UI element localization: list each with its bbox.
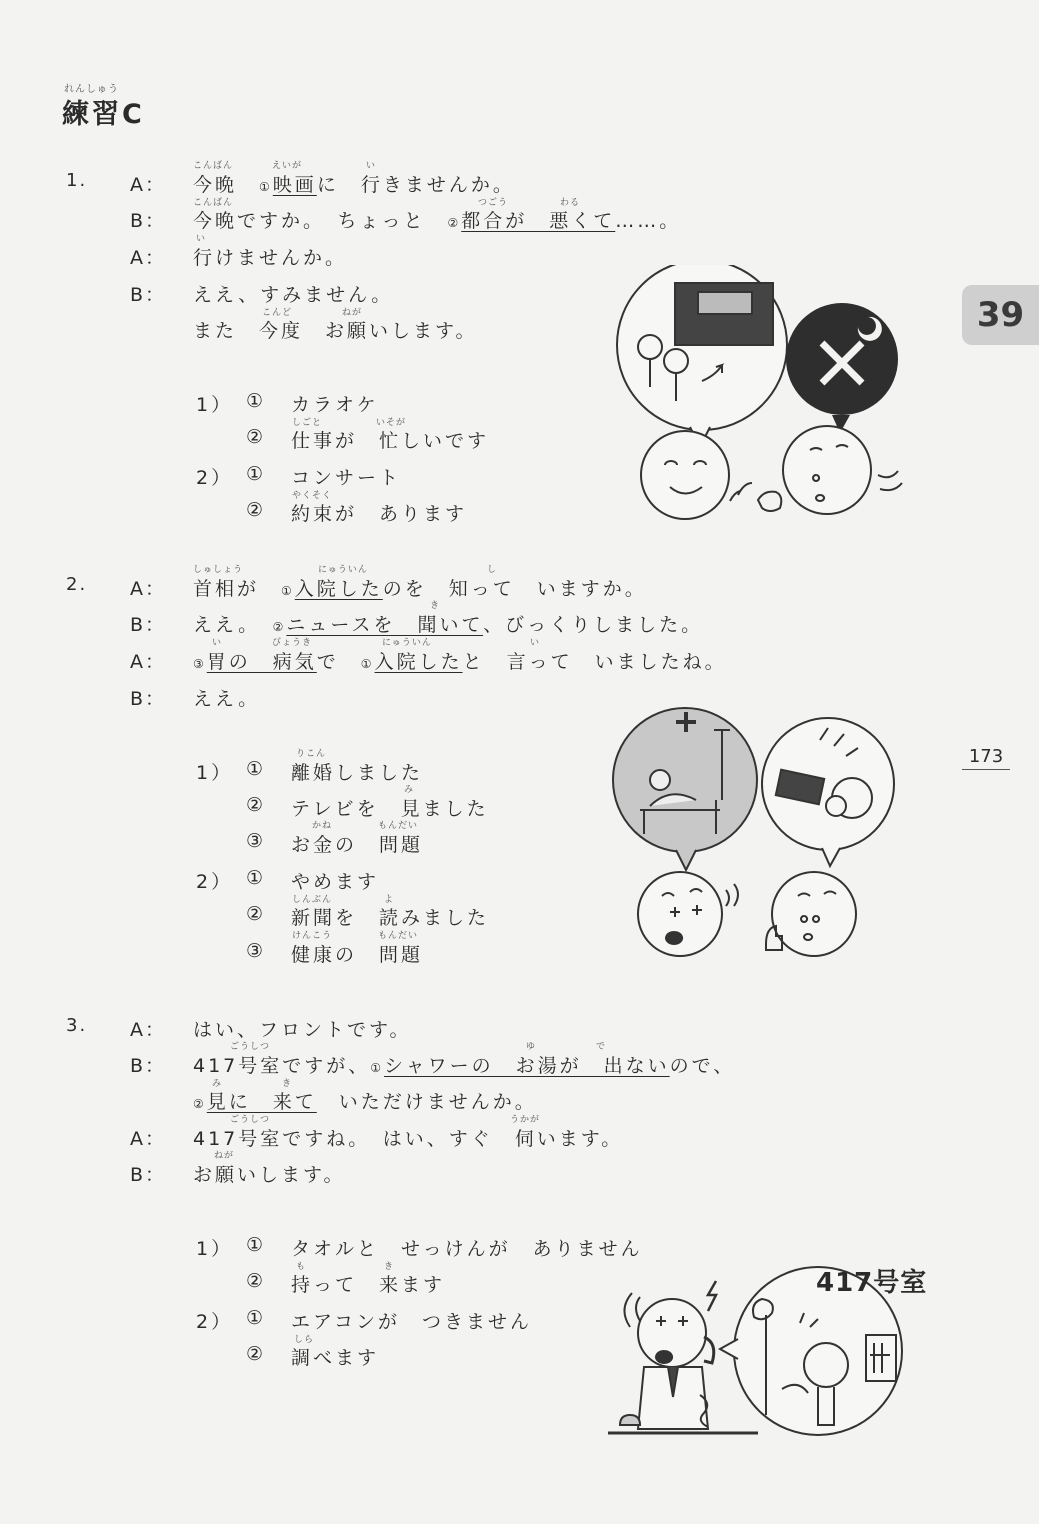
substitution-item: エアコンが つきません: [291, 1311, 533, 1333]
dialogue-line: はい、フロントです。: [193, 1019, 412, 1041]
speaker-label: B：: [130, 284, 167, 306]
speaker-label: A：: [130, 1128, 166, 1150]
substitution-item: 調べます: [291, 1347, 380, 1369]
furigana: ごうしつ: [230, 1042, 271, 1052]
furigana: りこん: [296, 749, 327, 759]
blank-marker: ①: [246, 1307, 267, 1329]
furigana: き: [384, 1262, 395, 1272]
dialogue-line: 今晩ですか。 ちょっと ②都合が 悪くて……。: [193, 210, 682, 232]
blank-marker: ③: [246, 940, 267, 962]
blank-marker: ①: [281, 584, 295, 598]
dialogue-line: また 今度 お願いします。: [193, 320, 478, 342]
blank-marker: ①: [246, 758, 267, 780]
speaker-label: B：: [130, 210, 167, 232]
substitution-blank: 胃の 病気: [206, 651, 317, 673]
furigana: けんこう: [292, 931, 333, 941]
blank-marker: ①: [370, 1061, 385, 1075]
room-number-label: 417号室: [816, 1268, 928, 1298]
speaker-label: A：: [130, 578, 166, 600]
blank-marker: ②: [246, 426, 267, 448]
furigana: しゅしょう: [193, 565, 244, 575]
furigana: もんだい: [378, 931, 419, 941]
furigana: き: [282, 1079, 293, 1089]
furigana: びょうき: [272, 638, 313, 648]
furigana: こんばん: [193, 161, 234, 171]
substitution-blank: シャワーの お湯が 出ない: [384, 1055, 670, 1077]
substitution-blank: 見に 来て: [206, 1091, 317, 1113]
dialogue-line: 417号室ですね。 はい、すぐ 伺います。: [193, 1128, 624, 1150]
dialogue-line: ②見に 来て いただけませんか。: [193, 1091, 537, 1113]
blank-marker: ①: [246, 867, 267, 889]
exercise-number: 1.: [66, 170, 88, 191]
blank-marker: ①: [246, 390, 267, 412]
furigana: き: [430, 601, 441, 611]
blank-marker: ②: [246, 794, 267, 816]
title-furigana: れんしゅう: [64, 84, 119, 95]
substitution-number: 2）: [196, 1311, 234, 1333]
furigana: かね: [312, 821, 333, 831]
speaker-label: A：: [130, 1019, 166, 1041]
blank-marker: ③: [193, 657, 207, 671]
furigana: で: [596, 1042, 607, 1052]
furigana: つごう: [478, 198, 509, 208]
speaker-label: B：: [130, 1055, 167, 1077]
dialogue-line: ③胃の 病気で ①入院したと 言って いましたね。: [193, 651, 727, 673]
lesson-tab: 39: [962, 285, 1039, 345]
furigana: にゅういん: [318, 565, 368, 575]
blank-marker: ②: [246, 1270, 267, 1292]
furigana: ねが: [342, 308, 363, 318]
speaker-label: A：: [130, 174, 166, 196]
blank-marker: ②: [272, 620, 287, 634]
illustration-movie-invitation: [610, 265, 920, 530]
dialogue-line: ええ。 ②ニュースを 聞いて、びっくりしました。: [193, 614, 704, 636]
substitution-number: 2）: [196, 467, 234, 489]
substitution-item: テレビを 見ました: [291, 798, 489, 820]
furigana: い: [196, 234, 207, 244]
furigana: い: [530, 638, 541, 648]
furigana: ゆ: [526, 1042, 537, 1052]
furigana: も: [296, 1262, 307, 1272]
substitution-number: 1）: [196, 1238, 234, 1260]
substitution-number: 2）: [196, 871, 234, 893]
substitution-item: 約束が あります: [291, 503, 468, 525]
illustration-hospital-news: [610, 700, 910, 975]
furigana: にゅういん: [382, 638, 432, 648]
substitution-number: 1）: [196, 762, 234, 784]
speaker-label: B：: [130, 1164, 167, 1186]
blank-marker: ②: [246, 499, 267, 521]
dialogue-line: 首相が ①入院したのを 知って いますか。: [193, 578, 647, 600]
blank-marker: ②: [193, 1097, 207, 1111]
furigana: み: [212, 1079, 223, 1089]
furigana: わる: [560, 198, 581, 208]
substitution-blank: 入院した: [294, 578, 383, 600]
furigana: もんだい: [378, 821, 419, 831]
dialogue-line: 417号室ですが、①シャワーの お湯が 出ないので、: [193, 1055, 736, 1077]
substitution-number: 1）: [196, 394, 234, 416]
exercise-number: 2.: [66, 574, 88, 595]
speaker-label: B：: [130, 614, 167, 636]
substitution-item: 新聞を 読みました: [291, 907, 490, 929]
speaker-label: A：: [130, 651, 166, 673]
substitution-item: 健康の 問題: [291, 944, 424, 966]
exercise-number: 3.: [66, 1015, 88, 1036]
substitution-item: 持って 来ます: [291, 1274, 446, 1296]
furigana: えいが: [272, 161, 303, 171]
blank-marker: ①: [360, 657, 375, 671]
furigana: い: [366, 161, 377, 171]
furigana: こんばん: [193, 198, 234, 208]
furigana: いそが: [376, 418, 407, 428]
speaker-label: B：: [130, 688, 167, 710]
furigana: ごうしつ: [230, 1115, 271, 1125]
furigana: うかが: [510, 1115, 541, 1125]
substitution-item: カラオケ: [291, 394, 379, 416]
blank-marker: ②: [246, 903, 267, 925]
substitution-item: 離婚しました: [291, 762, 424, 784]
blank-marker: ①: [259, 180, 273, 194]
page-title: 練習C: [62, 99, 145, 130]
furigana: み: [404, 785, 415, 795]
furigana: しら: [294, 1335, 315, 1345]
furigana: こんど: [262, 308, 293, 318]
dialogue-line: 行けませんか。: [193, 247, 348, 269]
substitution-blank: 映画: [272, 174, 317, 196]
speaker-label: A：: [130, 247, 166, 269]
substitution-blank: 都合が 悪くて: [461, 210, 616, 232]
page-number: 173: [962, 746, 1010, 770]
substitution-blank: 入院した: [374, 651, 463, 673]
blank-marker: ②: [447, 216, 462, 230]
furigana: よ: [384, 895, 395, 905]
furigana: やくそく: [292, 491, 333, 501]
blank-marker: ②: [246, 1343, 267, 1365]
substitution-item: タオルと せっけんが ありません: [291, 1238, 643, 1260]
furigana: し: [487, 565, 498, 575]
dialogue-line: ええ、すみません。: [193, 284, 394, 306]
blank-marker: ①: [246, 463, 267, 485]
substitution-item: 仕事が 忙しいです: [291, 430, 490, 452]
substitution-item: コンサート: [291, 467, 402, 489]
furigana: しごと: [292, 418, 323, 428]
furigana: しんぶん: [292, 895, 333, 905]
dialogue-line: お願いします。: [193, 1164, 346, 1186]
substitution-blank: ニュースを 聞いて: [286, 614, 484, 636]
furigana: い: [212, 638, 223, 648]
furigana: ねが: [214, 1151, 235, 1161]
dialogue-line: 今晩 ①映画に 行きませんか。: [193, 174, 515, 196]
blank-marker: ①: [246, 1234, 267, 1256]
substitution-item: お金の 問題: [291, 834, 424, 856]
substitution-item: やめます: [291, 871, 380, 893]
blank-marker: ③: [246, 830, 267, 852]
dialogue-line: ええ。: [193, 688, 261, 710]
